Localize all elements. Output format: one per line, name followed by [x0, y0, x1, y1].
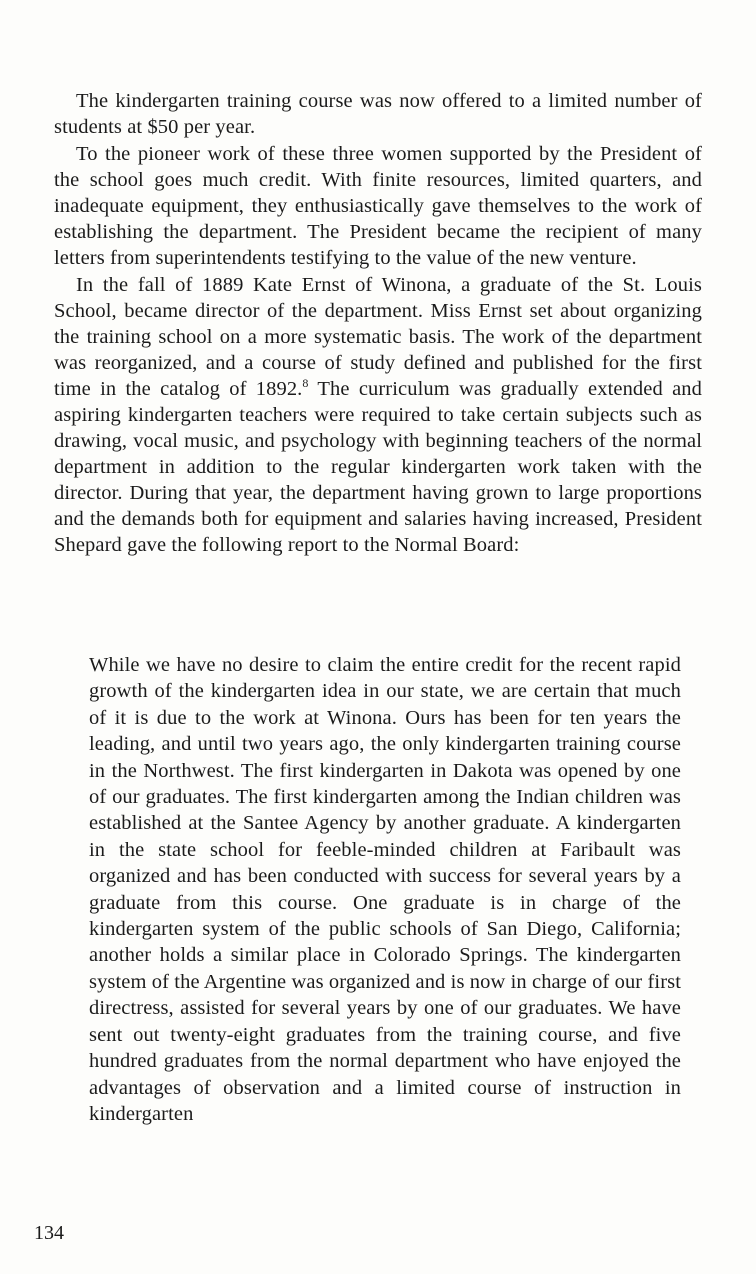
- paragraph-1: The kindergarten training course was now offered to a limited number of students at $50 per year.: [54, 90, 702, 138]
- footnote-marker: 8: [302, 376, 309, 391]
- block-quote: [89, 652, 681, 1127]
- block-quote-text: While we have no desire to claim the entire credit for the recent rapid growth of the kindergarten idea in our state, we are certain that much of it is due to the work at Winona. Ours has been for ten years the leading, and until two years ago, the only kindergarten training course in the Northwest. The first kindergarten in Dakota was opened by one of our graduates. The first kindergarten among the Indian children was established at the Santee Agency by another graduate. A kindergarten in the state school for feeble-minded children at Faribault was organized and has been conducted with success for several years by a graduate from this course. One graduate is in charge of the kindergarten system of the public schools of San Diego, California; another holds a similar place in Colorado Springs. The kindergarten system of the Argentine was organized and is now in charge of our first directress, assisted for several years by one of our graduates. We have sent out twenty-eight graduates from the training course, and five hundred graduates from the normal department who have enjoyed the advantages of observation and a limited course of instruction in kindergarten: [89, 654, 681, 1125]
- paragraph-3: [54, 272, 702, 558]
- paragraph-2: To the pioneer work of these three women supported by the President of the school goes much credit. With finite resources, limited quarters, and inadequate equipment, they enthusiastically gave themselves to the work of establishing the department. The President became the recipient of many letters from superintendents testifying to the value of the new venture.: [54, 143, 702, 269]
- body-text: [54, 88, 702, 558]
- page-number: 134: [34, 1222, 64, 1244]
- paragraph-3-text-after-footnote: The curriculum was gradually extended and aspiring kindergarten teachers were required to take certain subjects such as drawing, vocal music, and psychology with beginning teachers of the normal department in addition to the regular kindergarten work taken with the director. During that year, the department having grown to large proportions and the demands both for equipment and salaries having increased, President Shepard gave the following report to the Normal Board:: [54, 378, 702, 556]
- paragraph-3-text-before-footnote: In the fall of 1889 Kate Ernst of Winona, a graduate of the St. Louis School, became director of the department. Miss Ernst set about organizing the training school on a more systematic basis. The work of the department was reorganized, and a course of study defined and published for the first time in the catalog of 1892.: [54, 274, 702, 400]
